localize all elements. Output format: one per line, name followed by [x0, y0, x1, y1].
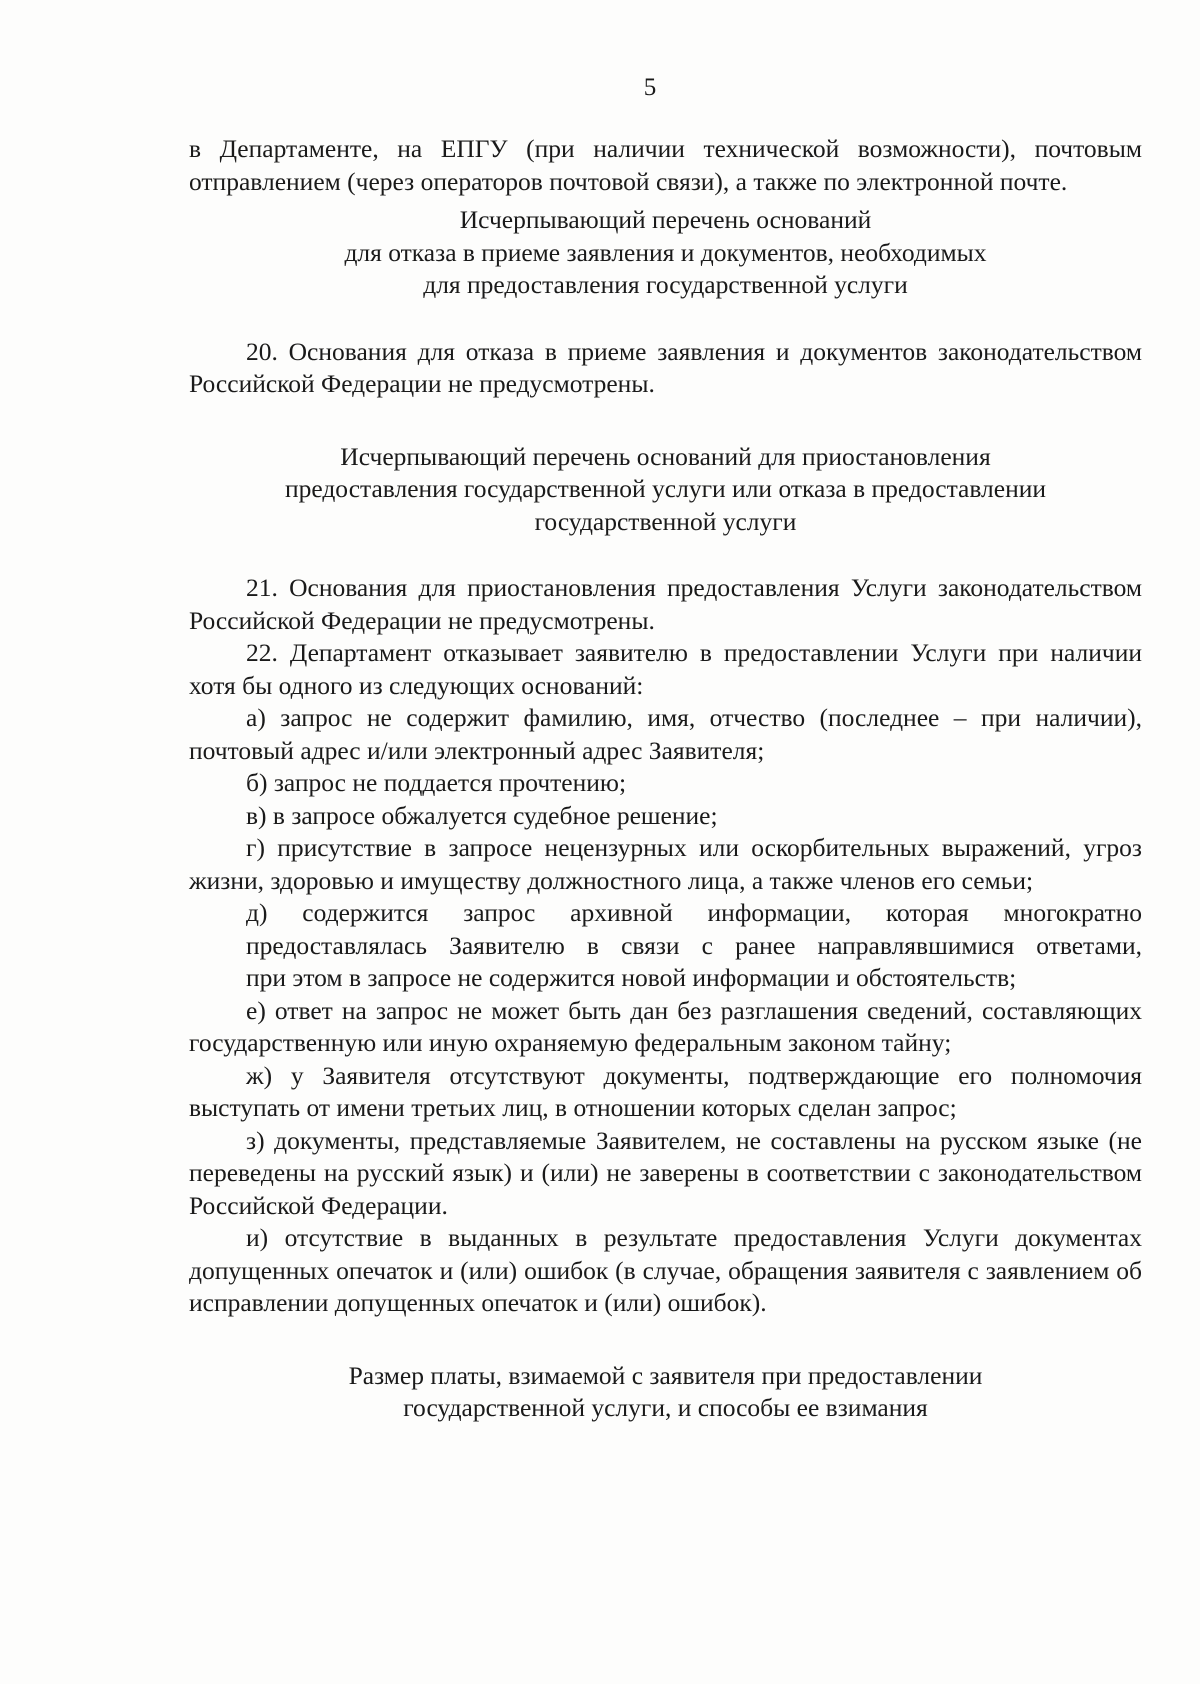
- section-heading-fee: [189, 1360, 1142, 1425]
- list-item-i: и) отсутствие в выданных в результате предоставления Услуги документах допущенных опечаток и (или) ошибок (в случае, обращения заявителя с заявлением об исправлении допущенных опечаток и (или) ошибок).: [189, 1223, 1142, 1317]
- heading-line: предоставления государственной услуги или отказа в предоставлении: [284, 474, 1047, 503]
- list-item-a: а) запрос не содержит фамилию, имя, отчество (последнее – при наличии), почтовый адрес и/или электронный адрес Заявителя;: [189, 703, 1142, 765]
- paragraph-22: 22. Департамент отказывает заявителю в предоставлении Услуги при наличии хотя бы одного из следующих оснований:: [189, 638, 1142, 700]
- intro-paragraph: в Департаменте, на ЕПГУ (при наличии технической возможности), почтовым отправлением (через операторов почтовой связи), а также по электронной почте.: [189, 134, 1142, 196]
- list-item-d-line: предоставлялась Заявителю в связи с ранее направлявшимися ответами,: [246, 930, 1142, 960]
- list-item-d-line: при этом в запросе не содержится новой информации и обстоятельств;: [246, 963, 1017, 992]
- section-heading-refusal-acceptance: [189, 204, 1142, 302]
- paragraph-20: 20. Основания для отказа в приеме заявления и документов законодательством Российской Федерации не предусмотрены.: [189, 336, 1142, 398]
- heading-line: государственной услуги, и способы ее взимания: [403, 1393, 928, 1422]
- page-number: 5: [643, 74, 657, 101]
- list-item-b: б) запрос не поддается прочтению;: [246, 768, 627, 797]
- heading-line: для предоставления государственной услуги: [423, 270, 908, 299]
- list-item-zh: ж) у Заявителя отсутствуют документы, подтверждающие его полномочия выступать от имени третьих лиц, в отношении которых сделан запрос;: [189, 1060, 1142, 1122]
- heading-line: Исчерпывающий перечень оснований: [459, 205, 872, 234]
- document-body: [189, 133, 1142, 1425]
- heading-line: для отказа в приеме заявления и документов, необходимых: [344, 237, 987, 267]
- heading-line: государственной услуги: [534, 506, 797, 536]
- list-item-z: з) документы, представляемые Заявителем, не составлены на русском языке (не переведены на русский язык) и (или) не заверены в соответствии с законодательством Российской Федерации.: [189, 1125, 1142, 1220]
- heading-line: Исчерпывающий перечень оснований для приостановления: [340, 441, 991, 471]
- paragraph-21: 21. Основания для приостановления предоставления Услуги законодательством Российской Федерации не предусмотрены.: [189, 573, 1142, 635]
- list-item-v: в) в запросе обжалуется судебное решение;: [246, 800, 718, 830]
- list-item-g: г) присутствие в запросе нецензурных или оскорбительных выражений, угроз жизни, здоровью и имуществу должностного лица, а также членов его семьи;: [189, 833, 1142, 895]
- section-heading-suspension-refusal: [189, 441, 1142, 539]
- heading-line: Размер платы, взимаемой с заявителя при предоставлении: [348, 1360, 983, 1390]
- list-item-e: е) ответ на запрос не может быть дан без разглашения сведений, составляющих государственную или иную охраняемую федеральным законом тайну;: [189, 995, 1142, 1057]
- list-item-d-line: д) содержится запрос архивной информации, которая многократно: [246, 898, 1142, 927]
- list-item-d: [189, 897, 1142, 995]
